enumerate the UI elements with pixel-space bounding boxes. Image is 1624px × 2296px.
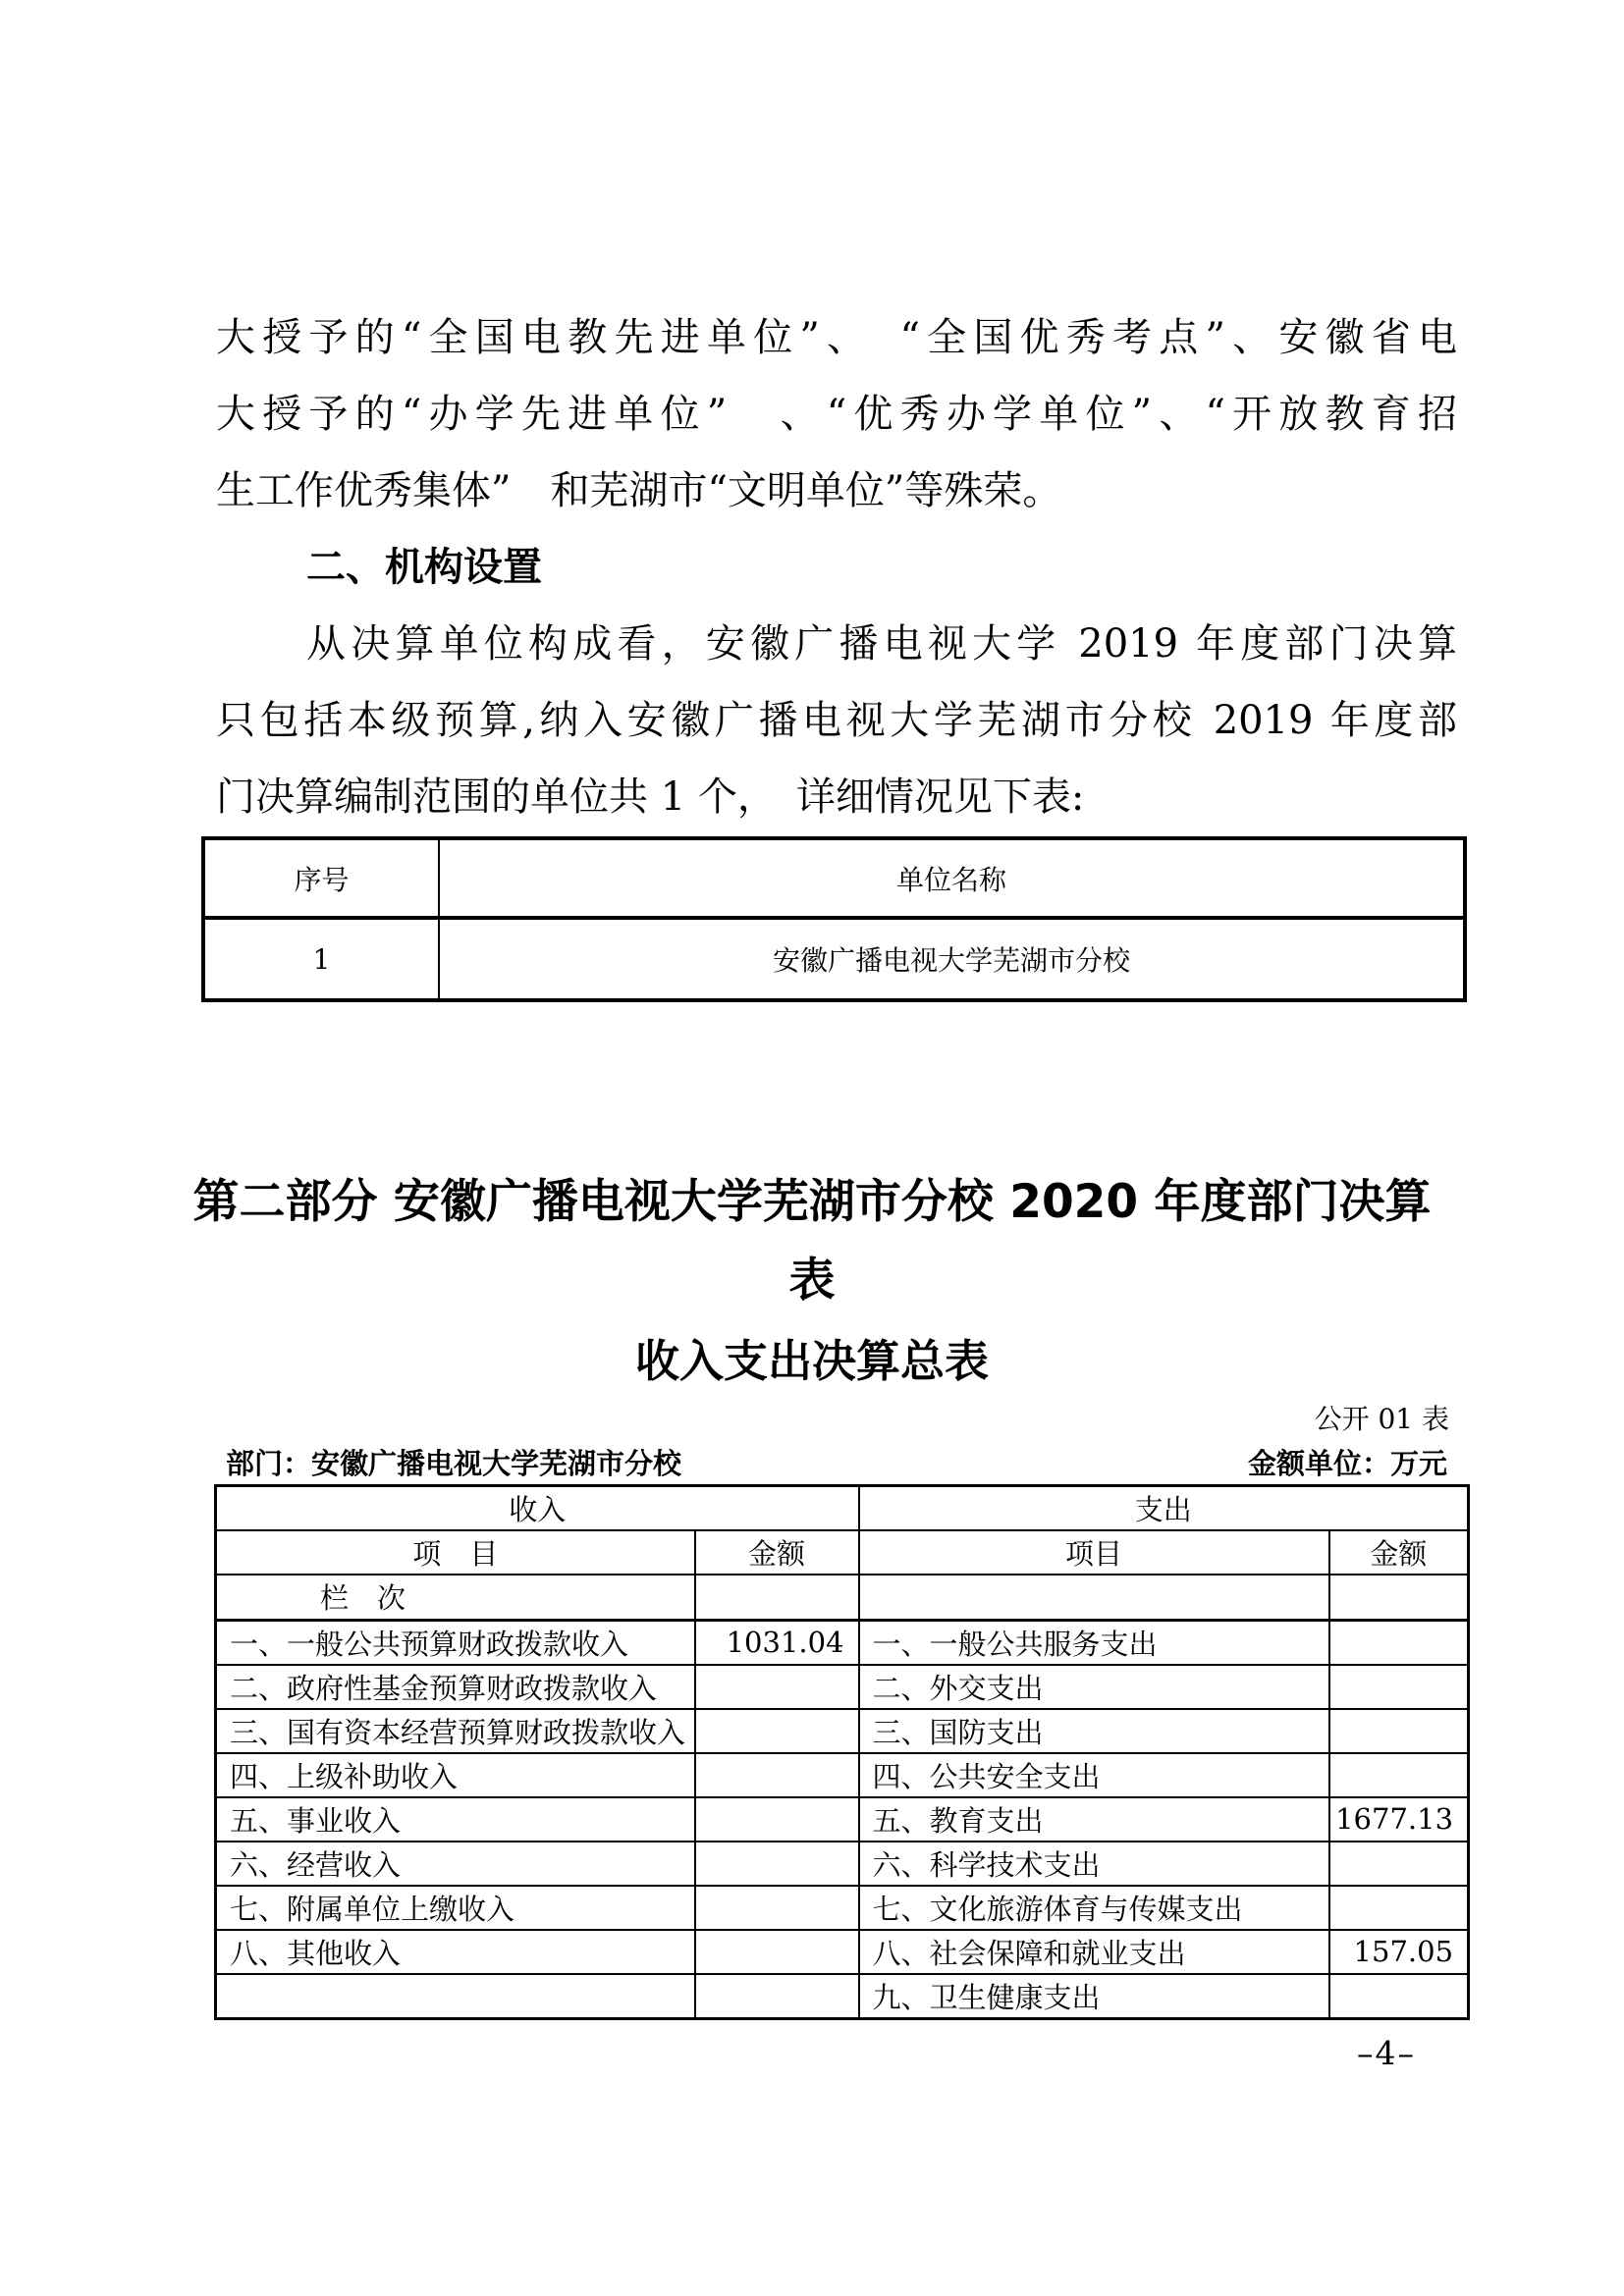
table-row: [216, 1709, 1469, 1753]
table-row: [216, 1665, 1469, 1709]
table-row: [216, 1974, 1469, 2019]
section-heading: 二、机构设置: [306, 545, 542, 590]
income-item-header: 项 目: [216, 1530, 695, 1575]
amount-unit-label: 金额单位：万元: [1247, 1447, 1447, 1480]
expense-item-cell: 六、科学技术支出: [859, 1842, 1329, 1886]
empty-cell: [695, 1575, 859, 1620]
table-code-label: 公开 01 表: [1314, 1403, 1449, 1435]
income-item-cell: 七、附属单位上缴收入: [216, 1886, 695, 1930]
budget-table: [214, 1484, 1470, 2020]
budget-subheader-row: [216, 1530, 1469, 1575]
department-label: 部门：安徽广播电视大学芜湖市分校: [226, 1447, 682, 1480]
page-number: –4–: [1357, 2034, 1416, 2072]
part2-title-line2: 表: [788, 1254, 836, 1308]
part2-title-line1: 第二部分 安徽广播电视大学芜湖市分校 2020 年度部门决算: [192, 1175, 1432, 1229]
income-item-cell: 四、上级补助收入: [216, 1753, 695, 1797]
table-row: [216, 1620, 1469, 1665]
body-line: 只包括本级预算,纳入安徽广播电视大学芜湖市分校 2019 年度部: [216, 698, 1457, 743]
income-amount-cell: [695, 1930, 859, 1974]
table-row: [216, 1930, 1469, 1974]
table-row: [203, 918, 1465, 1000]
income-amount-cell: 1031.04: [695, 1620, 859, 1665]
expense-amount-cell: [1329, 1886, 1469, 1930]
income-amount-header: 金额: [695, 1530, 859, 1575]
expense-item-cell: 四、公共安全支出: [859, 1753, 1329, 1797]
income-amount-cell: [695, 1842, 859, 1886]
expense-amount-header: 金额: [1329, 1530, 1469, 1575]
income-item-cell: 五、事业收入: [216, 1797, 695, 1842]
expense-amount-cell: 157.05: [1329, 1930, 1469, 1974]
expense-item-header: 项目: [859, 1530, 1329, 1575]
empty-cell: [859, 1575, 1329, 1620]
budget-header-row: [216, 1486, 1469, 1531]
expense-amount-cell: [1329, 1665, 1469, 1709]
table-meta-row: [226, 1447, 1447, 1480]
table-row: [216, 1797, 1469, 1842]
unit-name-cell: 安徽广播电视大学芜湖市分校: [439, 918, 1465, 1000]
expense-amount-cell: [1329, 1753, 1469, 1797]
expense-item-cell: 七、文化旅游体育与传媒支出: [859, 1886, 1329, 1930]
expense-amount-cell: [1329, 1620, 1469, 1665]
expense-item-cell: 八、社会保障和就业支出: [859, 1930, 1329, 1974]
income-header-cell: 收入: [216, 1486, 859, 1531]
income-item-cell: 三、国有资本经营预算财政拨款收入: [216, 1709, 695, 1753]
table-row: [216, 1886, 1469, 1930]
unit-table-header-row: [203, 838, 1465, 918]
empty-cell: [1329, 1575, 1469, 1620]
body-line: 从决算单位构成看，安徽广播电视大学 2019 年度部门决算: [306, 621, 1457, 667]
income-item-cell: 六、经营收入: [216, 1842, 695, 1886]
body-line: 门决算编制范围的单位共 1 个， 详细情况见下表:: [216, 774, 1085, 820]
income-item-cell: 八、其他收入: [216, 1930, 695, 1974]
unit-table-header-index: 序号: [203, 838, 439, 918]
column-index-row: [216, 1575, 1469, 1620]
body-line: 生工作优秀集体” 和芜湖市“文明单位”等殊荣。: [216, 468, 1062, 513]
body-line: 大授予的“办学先进单位” 、“优秀办学单位”、“开放教育招: [216, 392, 1457, 437]
table-title: 收入支出决算总表: [634, 1335, 989, 1387]
expense-amount-cell: 1677.13: [1329, 1797, 1469, 1842]
expense-item-cell: 三、国防支出: [859, 1709, 1329, 1753]
body-text-block: [216, 299, 1457, 835]
income-amount-cell: [695, 1709, 859, 1753]
expense-amount-cell: [1329, 1709, 1469, 1753]
income-amount-cell: [695, 1797, 859, 1842]
income-item-cell: 一、一般公共预算财政拨款收入: [216, 1620, 695, 1665]
income-amount-cell: [695, 1665, 859, 1709]
expense-item-cell: 一、一般公共服务支出: [859, 1620, 1329, 1665]
expense-header-cell: 支出: [859, 1486, 1469, 1531]
unit-table-header-name: 单位名称: [439, 838, 1465, 918]
column-index-label: 栏 次: [216, 1575, 695, 1620]
unit-table: [201, 836, 1467, 1002]
income-amount-cell: [695, 1753, 859, 1797]
table-row: [216, 1753, 1469, 1797]
expense-amount-cell: [1329, 1974, 1469, 2019]
income-amount-cell: [695, 1886, 859, 1930]
body-line: 大授予的“全国电教先进单位”、 “全国优秀考点”、安徽省电: [216, 315, 1457, 360]
income-amount-cell: [695, 1974, 859, 2019]
expense-item-cell: 九、卫生健康支出: [859, 1974, 1329, 2019]
table-row: [216, 1842, 1469, 1886]
expense-item-cell: 五、教育支出: [859, 1797, 1329, 1842]
expense-item-cell: 二、外交支出: [859, 1665, 1329, 1709]
unit-index-cell: 1: [203, 918, 439, 1000]
expense-amount-cell: [1329, 1842, 1469, 1886]
income-item-cell: [216, 1974, 695, 2019]
income-item-cell: 二、政府性基金预算财政拨款收入: [216, 1665, 695, 1709]
